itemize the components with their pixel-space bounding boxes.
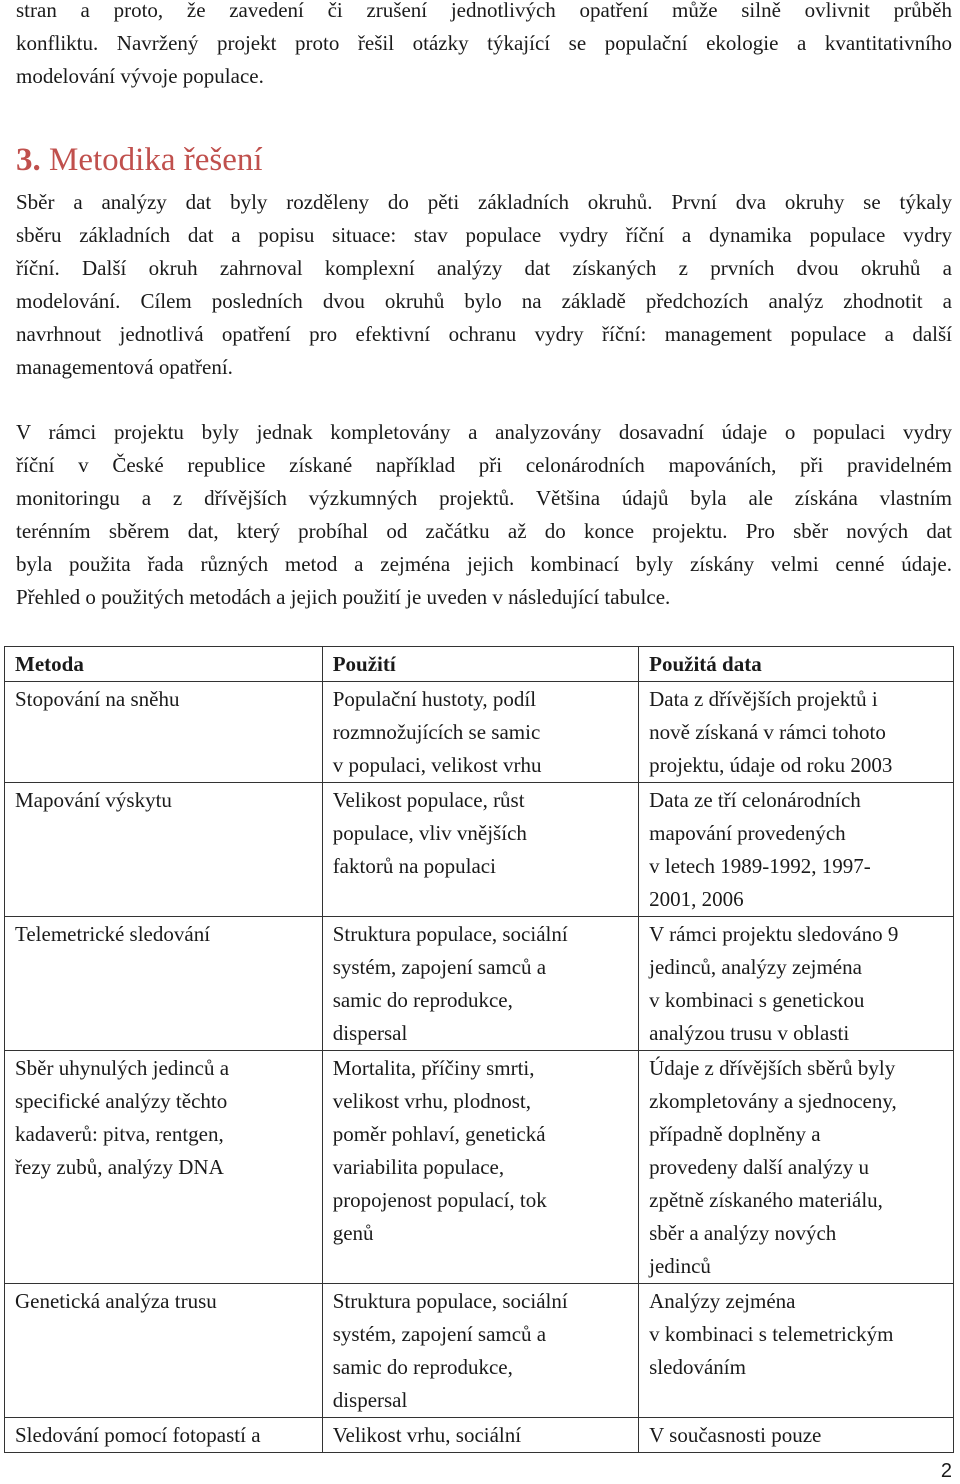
cell-text-line: dispersal [332, 1021, 408, 1045]
section-heading [16, 140, 263, 180]
table-header-row [5, 647, 954, 682]
table-row [5, 1418, 954, 1453]
table-cell-metoda [5, 783, 323, 917]
cell-text-line: sledováním [649, 1355, 746, 1379]
text-line: terénním sběrem dat, který probíhal od začátku až do konce projektu. Pro sběr nových dat [16, 519, 952, 543]
cell-text-line: v populaci, velikost vrhu [332, 753, 542, 777]
cell-text-line: analýzou trusu v oblasti [649, 1021, 850, 1045]
cell-text-line: kadaverů: pitva, rentgen, [15, 1122, 224, 1146]
text-line: říční v České republice získané například při celonárodních mapováních, při pravidelném [16, 453, 952, 477]
cell-text-line: Sledování pomocí fotopastí a [15, 1423, 261, 1447]
cell-text-line: Údaje z dřívějších sběrů byly [649, 1056, 896, 1080]
methods-paragraph [16, 186, 952, 384]
cell-text-line: V rámci projektu sledováno 9 [649, 922, 899, 946]
table-cell-pouziti [322, 917, 638, 1051]
text-line: byla použita řada různých metod a zejména jejich kombinací byly získány velmi cenné údaje. [16, 552, 952, 576]
cell-text-line: dispersal [332, 1388, 408, 1412]
text-line: V rámci projektu byly jednak kompletovány a analyzovány dosavadní údaje o populaci vydry [16, 420, 952, 444]
cell-text-line: propojenost populací, tok [332, 1188, 547, 1212]
text-line: managementová opatření. [16, 355, 233, 379]
cell-text-line: případně doplněny a [649, 1122, 821, 1146]
cell-text-line: v letech 1989-1992, 1997- [649, 854, 871, 878]
cell-text-line: Data z dřívějších projektů i [649, 687, 878, 711]
cell-text-line: Sběr uhynulých jedinců a [15, 1056, 230, 1080]
cell-text-line: variabilita populace, [332, 1155, 505, 1179]
table-cell-data [639, 917, 954, 1051]
text-line: říční. Další okruh zahrnoval komplexní analýzy dat získaných z prvních dvou okruhů a [16, 256, 952, 280]
table-cell-data [639, 783, 954, 917]
cell-text-line: V současnosti pouze [649, 1423, 822, 1447]
cell-text-line: specifické analýzy těchto [15, 1089, 228, 1113]
cell-text-line: Stopování na sněhu [15, 687, 180, 711]
text-line: Přehled o použitých metodách a jejich použití je uveden v následující tabulce. [16, 585, 671, 609]
table-cell-data [639, 1284, 954, 1418]
cell-text-line: jedinců, analýzy zejména [649, 955, 862, 979]
table-cell-metoda [5, 682, 323, 783]
cell-text-line: Genetická analýza trusu [15, 1289, 217, 1313]
cell-text-line: Struktura populace, sociální [332, 1289, 568, 1313]
text-line: Sběr a analýzy dat byly rozděleny do pěti základních okruhů. První dva okruhy se týkaly [16, 190, 952, 214]
cell-text-line: provedeny další analýzy u [649, 1155, 869, 1179]
cell-text-line: genů [332, 1221, 374, 1245]
cell-text-line: samic do reprodukce, [332, 988, 513, 1012]
cell-text-line: Data ze tří celonárodních [649, 788, 861, 812]
table-row [5, 682, 954, 783]
cell-text-line: 2001, 2006 [649, 887, 744, 911]
cell-text-line: v kombinaci s genetickou [649, 988, 865, 1012]
text-line: sběru základních dat a popisu situace: stav populace vydry říční a dynamika populace vydry [16, 223, 952, 247]
cell-text-line: samic do reprodukce, [332, 1355, 513, 1379]
table-body [5, 682, 954, 1453]
project-paragraph [16, 416, 952, 614]
cell-text-line: projektu, údaje od roku 2003 [649, 753, 893, 777]
cell-text-line: zpětně získaného materiálu, [649, 1188, 883, 1212]
table-cell-metoda [5, 917, 323, 1051]
text-line: monitoringu a z dřívějších výzkumných projektů. Většina údajů byla ale získána vlastním [16, 486, 952, 510]
cell-text-line: velikost vrhu, plodnost, [332, 1089, 532, 1113]
cell-text-line: Velikost vrhu, sociální [332, 1423, 522, 1447]
cell-text-line: v kombinaci s telemetrickým [649, 1322, 894, 1346]
cell-text-line: Struktura populace, sociální [332, 922, 568, 946]
section-number: 3. [16, 142, 41, 178]
cell-text-line: jedinců [649, 1254, 711, 1278]
cell-text-line: Mapování výskytu [15, 788, 172, 812]
cell-text-line: faktorů na populaci [332, 854, 496, 878]
cell-text-line: nově získaná v rámci tohoto [649, 720, 886, 744]
text-line: navrhnout jednotlivá opatření pro efektivní ochranu vydry říční: management populace a další [16, 322, 952, 346]
cell-text-line: Populační hustoty, podíl [332, 687, 537, 711]
header-metoda: Metoda [5, 647, 323, 682]
cell-text-line: řezy zubů, analýzy DNA [15, 1155, 224, 1179]
text-line: konfliktu. Navržený projekt proto řešil otázky týkající se populační ekologie a kvantitativního [16, 31, 952, 55]
cell-text-line: populace, vliv vnějších [332, 821, 527, 845]
text-line: modelování vývoje populace. [16, 64, 264, 88]
table-row [5, 783, 954, 917]
table-cell-metoda [5, 1284, 323, 1418]
cell-text-line: Telemetrické sledování [15, 922, 211, 946]
table-row [5, 1284, 954, 1418]
header-pouzita-data: Použitá data [639, 647, 954, 682]
cell-text-line: systém, zapojení samců a [332, 955, 547, 979]
cell-text-line: zkompletovány a sjednoceny, [649, 1089, 897, 1113]
cell-text-line: mapování provedených [649, 821, 846, 845]
cell-text-line: Mortalita, příčiny smrti, [332, 1056, 535, 1080]
table-row [5, 917, 954, 1051]
cell-text-line: poměr pohlaví, genetická [332, 1122, 546, 1146]
table-cell-pouziti [322, 1418, 638, 1453]
table-cell-pouziti [322, 682, 638, 783]
page-number: 2 [940, 1460, 952, 1482]
cell-text-line: Analýzy zejména [649, 1289, 796, 1313]
section-title: Metodika řešení [49, 142, 263, 178]
methods-table [4, 646, 954, 1453]
text-line: stran a proto, že zavedení či zrušení jednotlivých opatření může silně ovlivnit průběh [16, 0, 952, 22]
table-row [5, 1051, 954, 1284]
table-cell-pouziti [322, 1051, 638, 1284]
cell-text-line: sběr a analýzy nových [649, 1221, 837, 1245]
table-cell-data [639, 1418, 954, 1453]
cell-text-line: Velikost populace, růst [332, 788, 525, 812]
table-cell-metoda [5, 1051, 323, 1284]
cell-text-line: rozmnožujících se samic [332, 720, 541, 744]
table-cell-pouziti [322, 783, 638, 917]
table-cell-data [639, 682, 954, 783]
table-cell-pouziti [322, 1284, 638, 1418]
header-pouziti: Použití [322, 647, 638, 682]
text-line: modelování. Cílem posledních dvou okruhů bylo na základě předchozích analýz zhodnotit a [16, 289, 952, 313]
table-cell-data [639, 1051, 954, 1284]
intro-paragraph [16, 0, 952, 93]
table-cell-metoda [5, 1418, 323, 1453]
cell-text-line: systém, zapojení samců a [332, 1322, 547, 1346]
